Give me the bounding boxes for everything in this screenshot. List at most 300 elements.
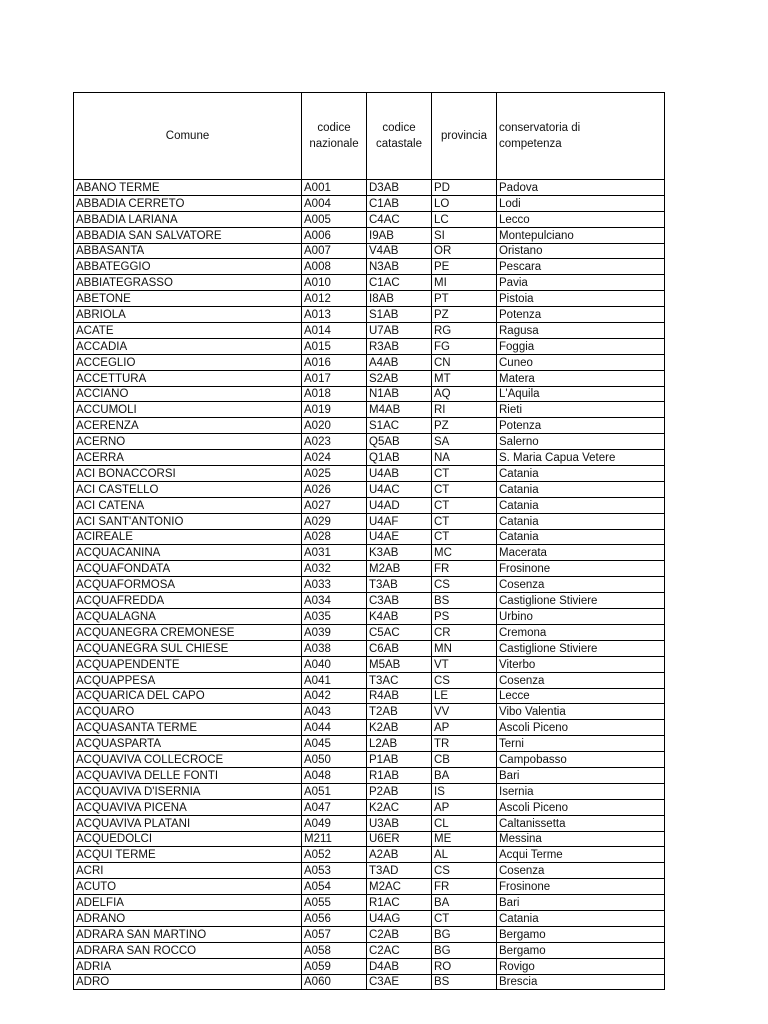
cell-conservatoria: Macerata [497,545,665,561]
cell-provincia: CT [432,497,497,513]
table-row [74,783,665,799]
cell-comune: ABRIOLA [74,307,302,323]
cell-codice-nazionale: A007 [302,243,367,259]
cell-provincia: MT [432,370,497,386]
cell-codice-nazionale: A059 [302,958,367,974]
cell-codice-nazionale: A043 [302,704,367,720]
cell-codice-nazionale: M211 [302,831,367,847]
cell-comune: ACQUAFREDDA [74,593,302,609]
cell-codice-catastale: T2AB [367,704,432,720]
table-row [74,434,665,450]
cell-conservatoria: Terni [497,736,665,752]
cell-comune: ACQUARO [74,704,302,720]
cell-codice-nazionale: A029 [302,513,367,529]
cell-provincia: AL [432,847,497,863]
cell-codice-nazionale: A034 [302,593,367,609]
table-row [74,831,665,847]
cell-codice-catastale: U4AD [367,497,432,513]
table-row [74,513,665,529]
cell-codice-nazionale: A053 [302,863,367,879]
cell-provincia: CB [432,752,497,768]
cell-comune: ACQUANEGRA SUL CHIESE [74,640,302,656]
cell-conservatoria: Messina [497,831,665,847]
cell-provincia: SA [432,434,497,450]
cell-provincia: BG [432,942,497,958]
cell-conservatoria: Potenza [497,307,665,323]
cell-provincia: CS [432,863,497,879]
cell-provincia: LO [432,195,497,211]
cell-conservatoria: Catania [497,481,665,497]
table-row [74,180,665,196]
table-row [74,704,665,720]
cell-provincia: CT [432,910,497,926]
cell-conservatoria: Campobasso [497,752,665,768]
cell-codice-nazionale: A049 [302,815,367,831]
cell-conservatoria: Caltanissetta [497,815,665,831]
table-row [74,672,665,688]
cell-conservatoria: Viterbo [497,656,665,672]
cell-comune: ACI SANT'ANTONIO [74,513,302,529]
cell-codice-nazionale: A019 [302,402,367,418]
cell-codice-catastale: P2AB [367,783,432,799]
cell-codice-catastale: U4AC [367,481,432,497]
header-comune: Comune [74,93,302,180]
table-row [74,545,665,561]
cell-codice-nazionale: A006 [302,227,367,243]
cell-codice-nazionale: A004 [302,195,367,211]
cell-conservatoria: Frosinone [497,879,665,895]
cell-comune: ACQUEDOLCI [74,831,302,847]
cell-codice-nazionale: A054 [302,879,367,895]
cell-codice-catastale: L2AB [367,736,432,752]
cell-comune: ACERRA [74,450,302,466]
table-row [74,497,665,513]
cell-conservatoria: Lecce [497,688,665,704]
cell-comune: ACCEGLIO [74,354,302,370]
cell-codice-catastale: R1AB [367,767,432,783]
cell-comune: ABBADIA SAN SALVATORE [74,227,302,243]
cell-codice-catastale: K2AB [367,720,432,736]
cell-codice-nazionale: A045 [302,736,367,752]
cell-comune: ACQUAFORMOSA [74,577,302,593]
cell-codice-catastale: U7AB [367,323,432,339]
cell-comune: ABBADIA CERRETO [74,195,302,211]
cell-conservatoria: Pavia [497,275,665,291]
cell-provincia: BG [432,926,497,942]
header-codice-catastale: codice catastale [367,93,432,180]
cell-provincia: PZ [432,418,497,434]
cell-codice-nazionale: A041 [302,672,367,688]
cell-codice-catastale: C5AC [367,624,432,640]
cell-conservatoria: Bari [497,767,665,783]
cell-comune: ACQUASPARTA [74,736,302,752]
table-row [74,243,665,259]
cell-conservatoria: Bergamo [497,926,665,942]
cell-provincia: CN [432,354,497,370]
cell-codice-catastale: M4AB [367,402,432,418]
cell-conservatoria: Rovigo [497,958,665,974]
cell-comune: ACATE [74,323,302,339]
cell-comune: ABBADIA LARIANA [74,211,302,227]
cell-codice-catastale: C2AC [367,942,432,958]
cell-codice-nazionale: A020 [302,418,367,434]
cell-codice-catastale: T3AC [367,672,432,688]
table-row [74,307,665,323]
cell-conservatoria: Catania [497,513,665,529]
cell-codice-catastale: A2AB [367,847,432,863]
cell-provincia: CS [432,672,497,688]
cell-comune: ACCADIA [74,338,302,354]
cell-provincia: NA [432,450,497,466]
table-row [74,910,665,926]
cell-provincia: CT [432,466,497,482]
cell-codice-nazionale: A035 [302,609,367,625]
table-row [74,593,665,609]
cell-conservatoria: Ragusa [497,323,665,339]
header-codice-nazionale: codice nazionale [302,93,367,180]
table-row [74,879,665,895]
cell-provincia: MI [432,275,497,291]
cell-comune: ADRANO [74,910,302,926]
table-row [74,466,665,482]
cell-conservatoria: Cosenza [497,577,665,593]
cell-provincia: CT [432,481,497,497]
table-row [74,481,665,497]
cell-codice-catastale: R3AB [367,338,432,354]
cell-codice-catastale: C1AC [367,275,432,291]
cell-provincia: FG [432,338,497,354]
cell-codice-nazionale: A031 [302,545,367,561]
table-row [74,640,665,656]
table-row [74,561,665,577]
cell-provincia: AP [432,799,497,815]
table-row [74,767,665,783]
cell-comune: ACRI [74,863,302,879]
cell-comune: ACQUAVIVA PICENA [74,799,302,815]
cell-codice-catastale: S2AB [367,370,432,386]
cell-codice-nazionale: A038 [302,640,367,656]
cell-comune: ACQUI TERME [74,847,302,863]
cell-provincia: BA [432,895,497,911]
cell-comune: ABANO TERME [74,180,302,196]
cell-comune: ACQUANEGRA CREMONESE [74,624,302,640]
cell-codice-catastale: U4AF [367,513,432,529]
table-row [74,752,665,768]
cell-codice-catastale: I8AB [367,291,432,307]
cell-codice-catastale: R4AB [367,688,432,704]
cell-codice-catastale: N3AB [367,259,432,275]
header-conservatoria: conservatoria di competenza [497,93,665,180]
cell-codice-catastale: M5AB [367,656,432,672]
header-provincia: provincia [432,93,497,180]
cell-conservatoria: Cremona [497,624,665,640]
table-row [74,354,665,370]
cell-conservatoria: Matera [497,370,665,386]
cell-conservatoria: Acqui Terme [497,847,665,863]
cell-conservatoria: Cosenza [497,672,665,688]
cell-provincia: AQ [432,386,497,402]
cell-comune: ADRARA SAN MARTINO [74,926,302,942]
table-row [74,720,665,736]
cell-codice-nazionale: A012 [302,291,367,307]
cell-codice-catastale: K3AB [367,545,432,561]
cell-codice-catastale: U4AB [367,466,432,482]
cell-codice-catastale: R1AC [367,895,432,911]
cell-provincia: BS [432,593,497,609]
cell-comune: ADRO [74,974,302,990]
cell-conservatoria: S. Maria Capua Vetere [497,450,665,466]
table-row [74,974,665,990]
cell-comune: ACCIANO [74,386,302,402]
cell-comune: ACCETTURA [74,370,302,386]
cell-codice-catastale: N1AB [367,386,432,402]
cell-conservatoria: Pescara [497,259,665,275]
table-row [74,577,665,593]
cell-conservatoria: Montepulciano [497,227,665,243]
cell-provincia: TR [432,736,497,752]
table-row [74,370,665,386]
cell-provincia: BA [432,767,497,783]
cell-conservatoria: Foggia [497,338,665,354]
cell-codice-nazionale: A058 [302,942,367,958]
cell-conservatoria: Salerno [497,434,665,450]
cell-conservatoria: Catania [497,529,665,545]
cell-provincia: CR [432,624,497,640]
cell-comune: ACERENZA [74,418,302,434]
cell-provincia: ME [432,831,497,847]
cell-conservatoria: Lecco [497,211,665,227]
cell-provincia: SI [432,227,497,243]
cell-codice-catastale: M2AC [367,879,432,895]
cell-codice-nazionale: A042 [302,688,367,704]
cell-codice-nazionale: A008 [302,259,367,275]
cell-conservatoria: L'Aquila [497,386,665,402]
table-row [74,847,665,863]
cell-comune: ACI CASTELLO [74,481,302,497]
cell-conservatoria: Brescia [497,974,665,990]
cell-provincia: IS [432,783,497,799]
cell-provincia: VV [432,704,497,720]
cell-conservatoria: Ascoli Piceno [497,799,665,815]
cell-provincia: RI [432,402,497,418]
cell-conservatoria: Urbino [497,609,665,625]
table-row [74,926,665,942]
table-row [74,418,665,434]
table-row [74,656,665,672]
cell-provincia: FR [432,561,497,577]
cell-codice-nazionale: A060 [302,974,367,990]
table-row [74,450,665,466]
cell-codice-catastale: V4AB [367,243,432,259]
cell-codice-nazionale: A028 [302,529,367,545]
cell-codice-nazionale: A025 [302,466,367,482]
cell-codice-nazionale: A052 [302,847,367,863]
cell-codice-nazionale: A057 [302,926,367,942]
cell-codice-catastale: D3AB [367,180,432,196]
cell-codice-nazionale: A017 [302,370,367,386]
cell-comune: ACQUAVIVA PLATANI [74,815,302,831]
cell-provincia: OR [432,243,497,259]
table-row [74,624,665,640]
cell-provincia: VT [432,656,497,672]
cell-codice-catastale: C2AB [367,926,432,942]
table-row [74,227,665,243]
cell-codice-catastale: U6ER [367,831,432,847]
cell-codice-catastale: Q5AB [367,434,432,450]
table-row [74,338,665,354]
cell-conservatoria: Castiglione Stiviere [497,640,665,656]
cell-codice-catastale: I9AB [367,227,432,243]
table-row [74,688,665,704]
cell-conservatoria: Catania [497,466,665,482]
cell-comune: ACQUAVIVA COLLECROCE [74,752,302,768]
cell-provincia: PD [432,180,497,196]
table-row [74,863,665,879]
cell-provincia: PT [432,291,497,307]
cell-codice-nazionale: A027 [302,497,367,513]
cell-comune: ACI CATENA [74,497,302,513]
table-row [74,259,665,275]
cell-codice-nazionale: A010 [302,275,367,291]
cell-codice-nazionale: A026 [302,481,367,497]
cell-conservatoria: Rieti [497,402,665,418]
cell-codice-nazionale: A048 [302,767,367,783]
cell-comune: ACQUACANINA [74,545,302,561]
cell-provincia: FR [432,879,497,895]
table-row [74,195,665,211]
table-body [74,180,665,990]
cell-codice-nazionale: A039 [302,624,367,640]
cell-conservatoria: Frosinone [497,561,665,577]
cell-conservatoria: Castiglione Stiviere [497,593,665,609]
cell-codice-nazionale: A015 [302,338,367,354]
table-row [74,609,665,625]
cell-comune: ABBIATEGRASSO [74,275,302,291]
cell-codice-catastale: C4AC [367,211,432,227]
cell-conservatoria: Vibo Valentia [497,704,665,720]
cell-codice-catastale: A4AB [367,354,432,370]
table-row [74,291,665,307]
cell-conservatoria: Potenza [497,418,665,434]
cell-comune: ACQUAPENDENTE [74,656,302,672]
cell-conservatoria: Padova [497,180,665,196]
cell-provincia: LE [432,688,497,704]
table-row [74,275,665,291]
cell-codice-nazionale: A055 [302,895,367,911]
comuni-table [73,92,665,990]
cell-codice-nazionale: A018 [302,386,367,402]
cell-comune: ABBASANTA [74,243,302,259]
cell-comune: ADRARA SAN ROCCO [74,942,302,958]
cell-codice-nazionale: A016 [302,354,367,370]
cell-codice-catastale: C6AB [367,640,432,656]
cell-codice-catastale: C1AB [367,195,432,211]
cell-codice-catastale: C3AE [367,974,432,990]
cell-comune: ACUTO [74,879,302,895]
cell-codice-nazionale: A032 [302,561,367,577]
cell-comune: ACQUASANTA TERME [74,720,302,736]
cell-comune: ACERNO [74,434,302,450]
cell-conservatoria: Ascoli Piceno [497,720,665,736]
cell-comune: ABETONE [74,291,302,307]
cell-conservatoria: Bergamo [497,942,665,958]
cell-comune: ACCUMOLI [74,402,302,418]
cell-provincia: BS [432,974,497,990]
cell-codice-nazionale: A005 [302,211,367,227]
cell-comune: ABBATEGGIO [74,259,302,275]
cell-comune: ADELFIA [74,895,302,911]
cell-conservatoria: Isernia [497,783,665,799]
cell-conservatoria: Bari [497,895,665,911]
cell-provincia: CT [432,529,497,545]
cell-provincia: CL [432,815,497,831]
cell-codice-catastale: U4AE [367,529,432,545]
cell-conservatoria: Catania [497,910,665,926]
cell-provincia: RG [432,323,497,339]
cell-codice-nazionale: A001 [302,180,367,196]
cell-codice-catastale: K4AB [367,609,432,625]
cell-codice-catastale: D4AB [367,958,432,974]
table-row [74,211,665,227]
table-row [74,958,665,974]
cell-provincia: AP [432,720,497,736]
cell-codice-catastale: C3AB [367,593,432,609]
cell-codice-catastale: P1AB [367,752,432,768]
cell-codice-nazionale: A051 [302,783,367,799]
cell-codice-nazionale: A033 [302,577,367,593]
cell-provincia: RO [432,958,497,974]
cell-provincia: CT [432,513,497,529]
cell-provincia: PE [432,259,497,275]
cell-codice-catastale: T3AD [367,863,432,879]
table-row [74,529,665,545]
cell-codice-nazionale: A040 [302,656,367,672]
cell-codice-catastale: Q1AB [367,450,432,466]
cell-codice-catastale: U3AB [367,815,432,831]
cell-comune: ACIREALE [74,529,302,545]
table-row [74,942,665,958]
cell-codice-nazionale: A044 [302,720,367,736]
table-row [74,323,665,339]
table-row [74,736,665,752]
cell-provincia: CS [432,577,497,593]
cell-codice-catastale: S1AC [367,418,432,434]
cell-codice-catastale: T3AB [367,577,432,593]
cell-provincia: MC [432,545,497,561]
cell-codice-catastale: K2AC [367,799,432,815]
cell-conservatoria: Cuneo [497,354,665,370]
cell-comune: ADRIA [74,958,302,974]
cell-codice-catastale: U4AG [367,910,432,926]
cell-codice-nazionale: A013 [302,307,367,323]
cell-comune: ACQUALAGNA [74,609,302,625]
table-row [74,386,665,402]
cell-conservatoria: Pistoia [497,291,665,307]
cell-provincia: PS [432,609,497,625]
cell-codice-catastale: M2AB [367,561,432,577]
table-row [74,895,665,911]
cell-comune: ACQUAFONDATA [74,561,302,577]
cell-comune: ACI BONACCORSI [74,466,302,482]
cell-conservatoria: Catania [497,497,665,513]
cell-comune: ACQUARICA DEL CAPO [74,688,302,704]
cell-comune: ACQUAVIVA DELLE FONTI [74,767,302,783]
cell-conservatoria: Oristano [497,243,665,259]
cell-provincia: PZ [432,307,497,323]
cell-codice-nazionale: A024 [302,450,367,466]
cell-comune: ACQUAVIVA D'ISERNIA [74,783,302,799]
cell-conservatoria: Lodi [497,195,665,211]
